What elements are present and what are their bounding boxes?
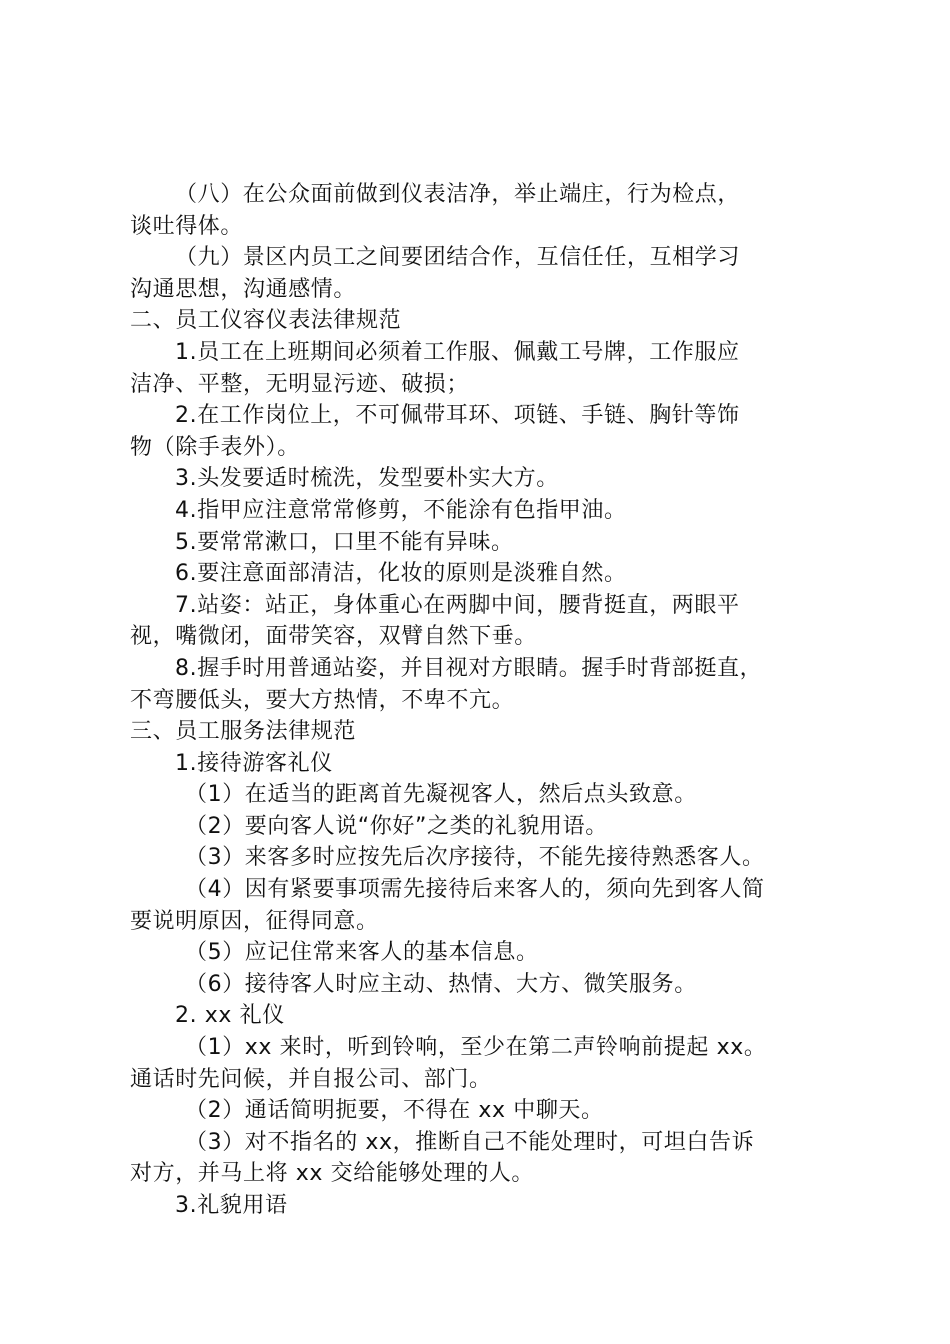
paragraph-line: 谈吐得体。 [130, 213, 244, 239]
paragraph-line: 4.指甲应注意常常修剪，不能涂有色指甲油。 [175, 497, 627, 523]
paragraph-line: 2.在工作岗位上，不可佩带耳环、项链、手链、胸针等饰 [175, 403, 740, 429]
paragraph-line: （6）接待客人时应主动、热情、大方、微笑服务。 [185, 971, 697, 997]
paragraph-line: （3）来客多时应按先后次序接待，不能先接待熟悉客人。 [185, 845, 765, 871]
paragraph-line: 7.站姿：站正，身体重心在两脚中间，腰背挺直，两眼平 [175, 592, 740, 618]
paragraph-line: 沟通思想，沟通感情。 [130, 276, 357, 302]
paragraph-line: 洁净、平整，无明显污迹、破损； [130, 371, 470, 397]
paragraph-line: 1.员工在上班期间必须着工作服、佩戴工号牌，工作服应 [175, 339, 740, 365]
document-page [130, 179, 840, 1222]
paragraph-line: （九）景区内员工之间要团结合作，互信任任，互相学习 [175, 245, 741, 271]
paragraph-line: 通话时先问候，并自报公司、部门。 [130, 1066, 492, 1092]
paragraph-line: 8.握手时用普通站姿，并目视对方眼睛。握手时背部挺直， [175, 655, 763, 681]
subsection-heading: 2. xx 礼仪 [175, 1003, 285, 1029]
paragraph-line: （3）对不指名的 xx，推断自己不能处理时，可坦白告诉 [185, 1129, 755, 1155]
paragraph-line: （2）通话简明扼要，不得在 xx 中聊天。 [185, 1098, 604, 1124]
paragraph-line: 5.要常常漱口，口里不能有异味。 [175, 529, 514, 555]
subsection-heading: 1.接待游客礼仪 [175, 750, 333, 776]
paragraph-line: （1）在适当的距离首先凝视客人，然后点头致意。 [185, 782, 697, 808]
paragraph-line: （5）应记住常来客人的基本信息。 [185, 940, 539, 966]
paragraph-line: 要说明原因，征得同意。 [130, 908, 379, 934]
subsection-heading: 3.礼貌用语 [175, 1193, 288, 1218]
paragraph-line: 对方，并马上将 xx 交给能够处理的人。 [130, 1161, 535, 1187]
section-heading: 二、员工仪容仪表法律规范 [130, 308, 402, 334]
paragraph-line: （2）要向客人说“你好”之类的礼貌用语。 [185, 813, 608, 839]
paragraph-line: 不弯腰低头，要大方热情，不卑不亢。 [130, 687, 515, 713]
paragraph-line: 视，嘴微闭，面带笑容，双臂自然下垂。 [130, 624, 537, 650]
paragraph-line: （4）因有紧要事项需先接待后来客人的，须向先到客人简 [185, 877, 765, 903]
paragraph-line: 6.要注意面部清洁，化妆的原则是淡雅自然。 [175, 561, 627, 587]
paragraph-line: （八）在公众面前做到仪表洁净，举止端庄，行为检点， [175, 182, 741, 207]
section-heading: 三、员工服务法律规范 [130, 719, 357, 745]
paragraph-line: 物（除手表外）。 [130, 434, 300, 460]
paragraph-line: （1）xx 来时，听到铃响，至少在第二声铃响前提起 xx。 [185, 1035, 767, 1061]
paragraph-line: 3.头发要适时梳洗，发型要朴实大方。 [175, 466, 559, 492]
